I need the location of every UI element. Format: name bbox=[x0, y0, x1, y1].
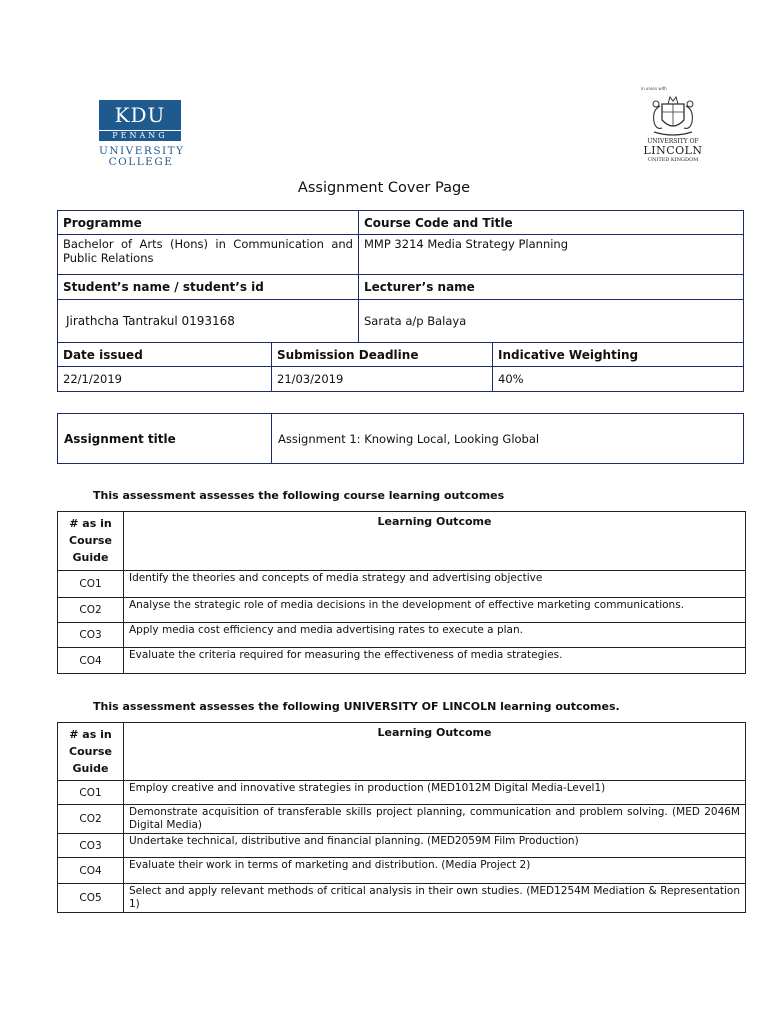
outcome-text: Employ creative and innovative strategies in production (MED1012M Digital Media-Level1) bbox=[124, 781, 746, 805]
table-row bbox=[58, 781, 746, 805]
page-title: Assignment Cover Page bbox=[297, 180, 471, 196]
course-outcomes-col-num: # as in Course Guide bbox=[58, 512, 124, 571]
deadline-value: 21/03/2019 bbox=[272, 367, 493, 392]
course-label: Course Code and Title bbox=[359, 211, 744, 235]
table-row bbox=[58, 858, 746, 884]
outcome-text: Evaluate their work in terms of marketing and distribution. (Media Project 2) bbox=[124, 858, 746, 884]
lincoln-logo bbox=[638, 86, 708, 166]
lecturer-value: Sarata a/p Balaya bbox=[359, 300, 744, 343]
lincoln-logo-line3: UNITED KINGDOM bbox=[647, 157, 699, 163]
date-issued-label: Date issued bbox=[58, 343, 272, 367]
outcome-text: Select and apply relevant methods of critical analysis in their own studies. (MED1254M Mediation & Representation 1) bbox=[124, 884, 746, 913]
outcome-text: Analyse the strategic role of media decisions in the development of effective marketing communications. bbox=[124, 598, 746, 623]
outcome-code: CO3 bbox=[58, 834, 124, 858]
weighting-label: Indicative Weighting bbox=[493, 343, 744, 367]
lincoln-outcomes-col-num: # as in Course Guide bbox=[58, 723, 124, 781]
table-row bbox=[58, 571, 746, 598]
assignment-title-table bbox=[57, 413, 744, 464]
student-value: Jirathcha Tantrakul 0193168 bbox=[58, 300, 359, 343]
lincoln-logo-line1: UNIVERSITY OF bbox=[647, 138, 699, 145]
kdu-logo-line1: UNIVERSITY bbox=[99, 145, 185, 157]
programme-label: Programme bbox=[58, 211, 359, 235]
outcome-code: CO1 bbox=[58, 571, 124, 598]
kdu-logo-main: KDU bbox=[114, 103, 166, 127]
outcome-code: CO5 bbox=[58, 884, 124, 913]
outcome-text: Undertake technical, distributive and financial planning. (MED2059M Film Production) bbox=[124, 834, 746, 858]
course-outcomes-col-outcome: Learning Outcome bbox=[124, 512, 746, 571]
lincoln-crest-icon bbox=[648, 92, 698, 138]
outcome-code: CO4 bbox=[58, 858, 124, 884]
outcome-code: CO1 bbox=[58, 781, 124, 805]
table-row bbox=[58, 623, 746, 648]
programme-value: Bachelor of Arts (Hons) in Communication and Public Relations bbox=[58, 235, 359, 275]
table-row bbox=[58, 598, 746, 623]
lecturer-label: Lecturer’s name bbox=[359, 275, 744, 300]
course-value: MMP 3214 Media Strategy Planning bbox=[359, 235, 744, 275]
assignment-title-label: Assignment title bbox=[58, 414, 272, 464]
assignment-title-value: Assignment 1: Knowing Local, Looking Global bbox=[272, 414, 744, 464]
weighting-value: 40% bbox=[493, 367, 744, 392]
kdu-logo bbox=[99, 100, 183, 170]
outcome-text: Evaluate the criteria required for measuring the effectiveness of media strategies. bbox=[124, 648, 746, 674]
kdu-logo-line2: COLLEGE bbox=[108, 156, 174, 168]
table-row bbox=[58, 834, 746, 858]
assignment-info-table bbox=[57, 210, 744, 392]
kdu-logo-sub: PENANG bbox=[99, 131, 181, 141]
lincoln-outcomes-col-outcome: Learning Outcome bbox=[124, 723, 746, 781]
lincoln-logo-line2: LINCOLN bbox=[643, 144, 703, 157]
deadline-label: Submission Deadline bbox=[272, 343, 493, 367]
table-row bbox=[58, 805, 746, 834]
table-row bbox=[58, 648, 746, 674]
outcome-code: CO3 bbox=[58, 623, 124, 648]
outcome-code: CO2 bbox=[58, 598, 124, 623]
lincoln-outcomes-table bbox=[57, 722, 746, 913]
lincoln-logo-small: in union with bbox=[641, 86, 667, 91]
outcome-code: CO2 bbox=[58, 805, 124, 834]
outcome-text: Demonstrate acquisition of transferable skills project planning, communication and problem solving. (MED 2046M Digital Media) bbox=[124, 805, 746, 834]
table-row bbox=[58, 884, 746, 913]
outcome-text: Apply media cost efficiency and media advertising rates to execute a plan. bbox=[124, 623, 746, 648]
outcome-text: Identify the theories and concepts of media strategy and advertising objective bbox=[124, 571, 746, 598]
course-outcomes-table bbox=[57, 511, 746, 674]
date-issued-value: 22/1/2019 bbox=[58, 367, 272, 392]
student-label: Student’s name / student’s id bbox=[58, 275, 359, 300]
outcome-code: CO4 bbox=[58, 648, 124, 674]
lincoln-outcomes-heading: This assessment assesses the following UNIVERSITY OF LINCOLN learning outcomes. bbox=[93, 700, 620, 713]
course-outcomes-heading: This assessment assesses the following course learning outcomes bbox=[93, 489, 505, 502]
